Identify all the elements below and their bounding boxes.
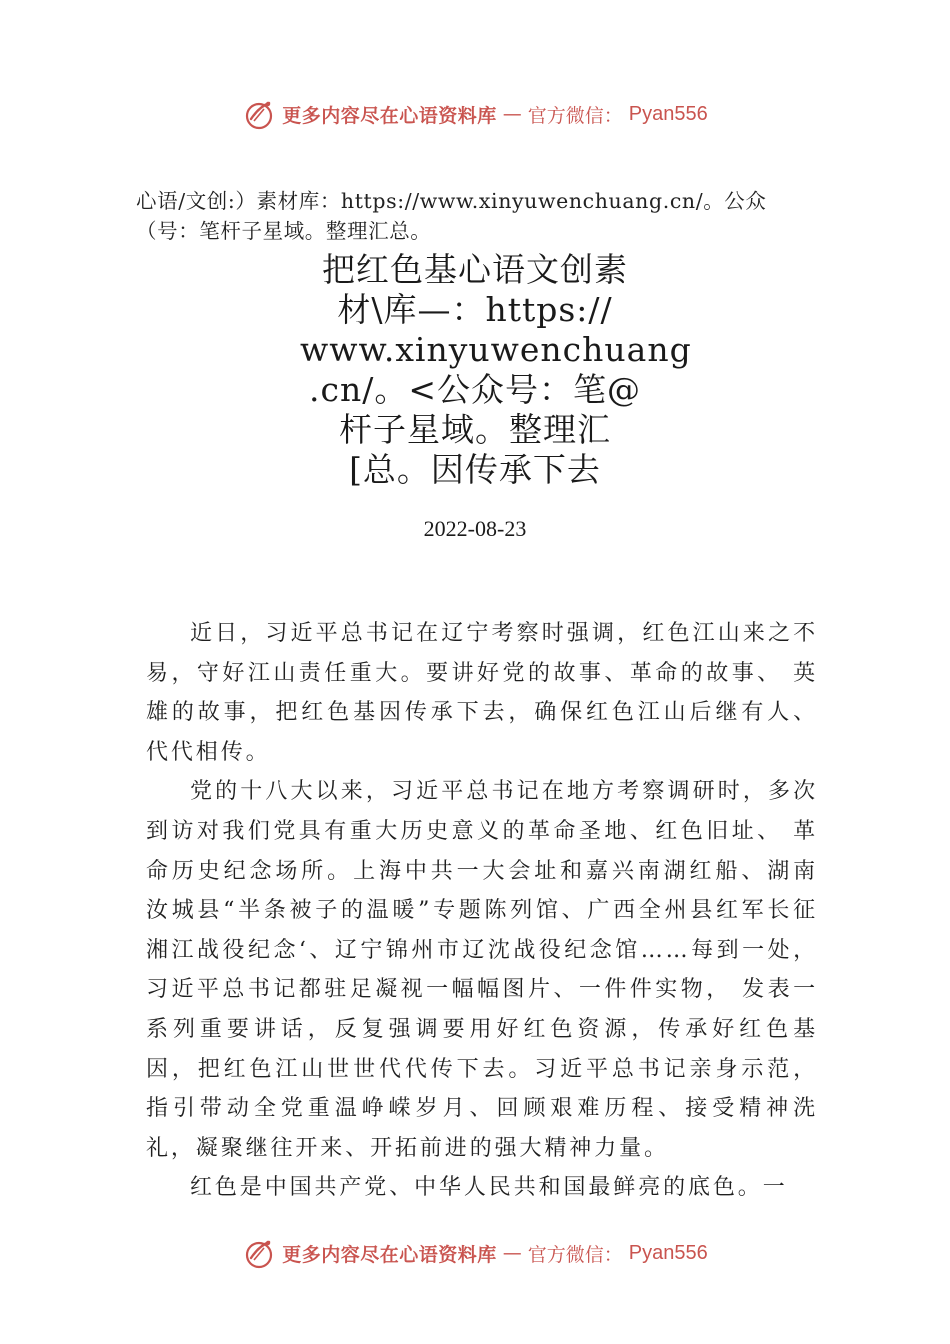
header-banner [0,94,950,134]
banner-brand-text: 更多内容尽在心语资料库 [282,104,497,127]
body-paragraph: 红色是中国共产党、中华人民共和国最鲜亮的底色。一 [190,1175,788,1201]
banner-dash: — [502,103,522,125]
article-body [146,614,818,1208]
title-line: [总。因传承下去 [349,450,601,489]
title-line: 材\库—：https:// [337,290,613,329]
title-line: 杆子星域。整理汇 [339,410,611,449]
source-line: 心语/文创:）素材库：https://www.xinyuwenchuang.cn/。公众（号：笔杆子星域。整理汇总。 [136,189,767,243]
document-title [300,250,692,490]
banner-wechat-id: Pyan556 [628,1241,708,1264]
banner-dash: — [502,1242,522,1264]
body-paragraph: 近日，习近平总书记在辽宁考察时强调，红色江山来之不易，守好江山责任重大。要讲好党的故事、革命的故事、 英雄的故事，把红色基因传承下去，确保红色江山后继有人、代代相传。 [146,621,818,765]
title-line: www.xinyuwenchuang [300,330,692,369]
banner-wechat-label: 官方微信： [527,104,623,127]
title-line: 把红色基心语文创素 [322,250,628,289]
brand-logo-icon [242,1236,276,1270]
body-paragraph: 党的十八大以来，习近平总书记在地方考察调研时，多次到访对我们党具有重大历史意义的革命圣地、红色旧址、 革命历史纪念场所。上海中共一大会址和嘉兴南湖红船、湖南汝城县“半条被子的温暖”专题陈列馆、广西全州县红军长征湘江战役纪念‘、辽宁锦州市辽沈战役纪念馆……每到一处，习近平总书记都驻足凝视一幅幅图片、一件件实物， 发表一系列重要讲话，反复强调要用好红色资源，传承好红色基因，把红色江山世世代代传下去。习近平总书记亲身示范，指引带动全党重温峥嵘岁月、回顾艰难历程、接受精神洗礼，凝聚继往开来、开拓前进的强大精神力量。 [146,779,818,1161]
banner-wechat-label: 官方微信： [527,1243,623,1266]
brand-logo-icon [242,97,276,131]
title-line: .cn/。<公众号：笔@ [309,370,641,409]
banner-brand-text: 更多内容尽在心语资料库 [282,1243,497,1266]
publish-date: 2022-08-23 [423,516,527,541]
banner-wechat-id: Pyan556 [628,102,708,125]
footer-banner [0,1233,950,1273]
